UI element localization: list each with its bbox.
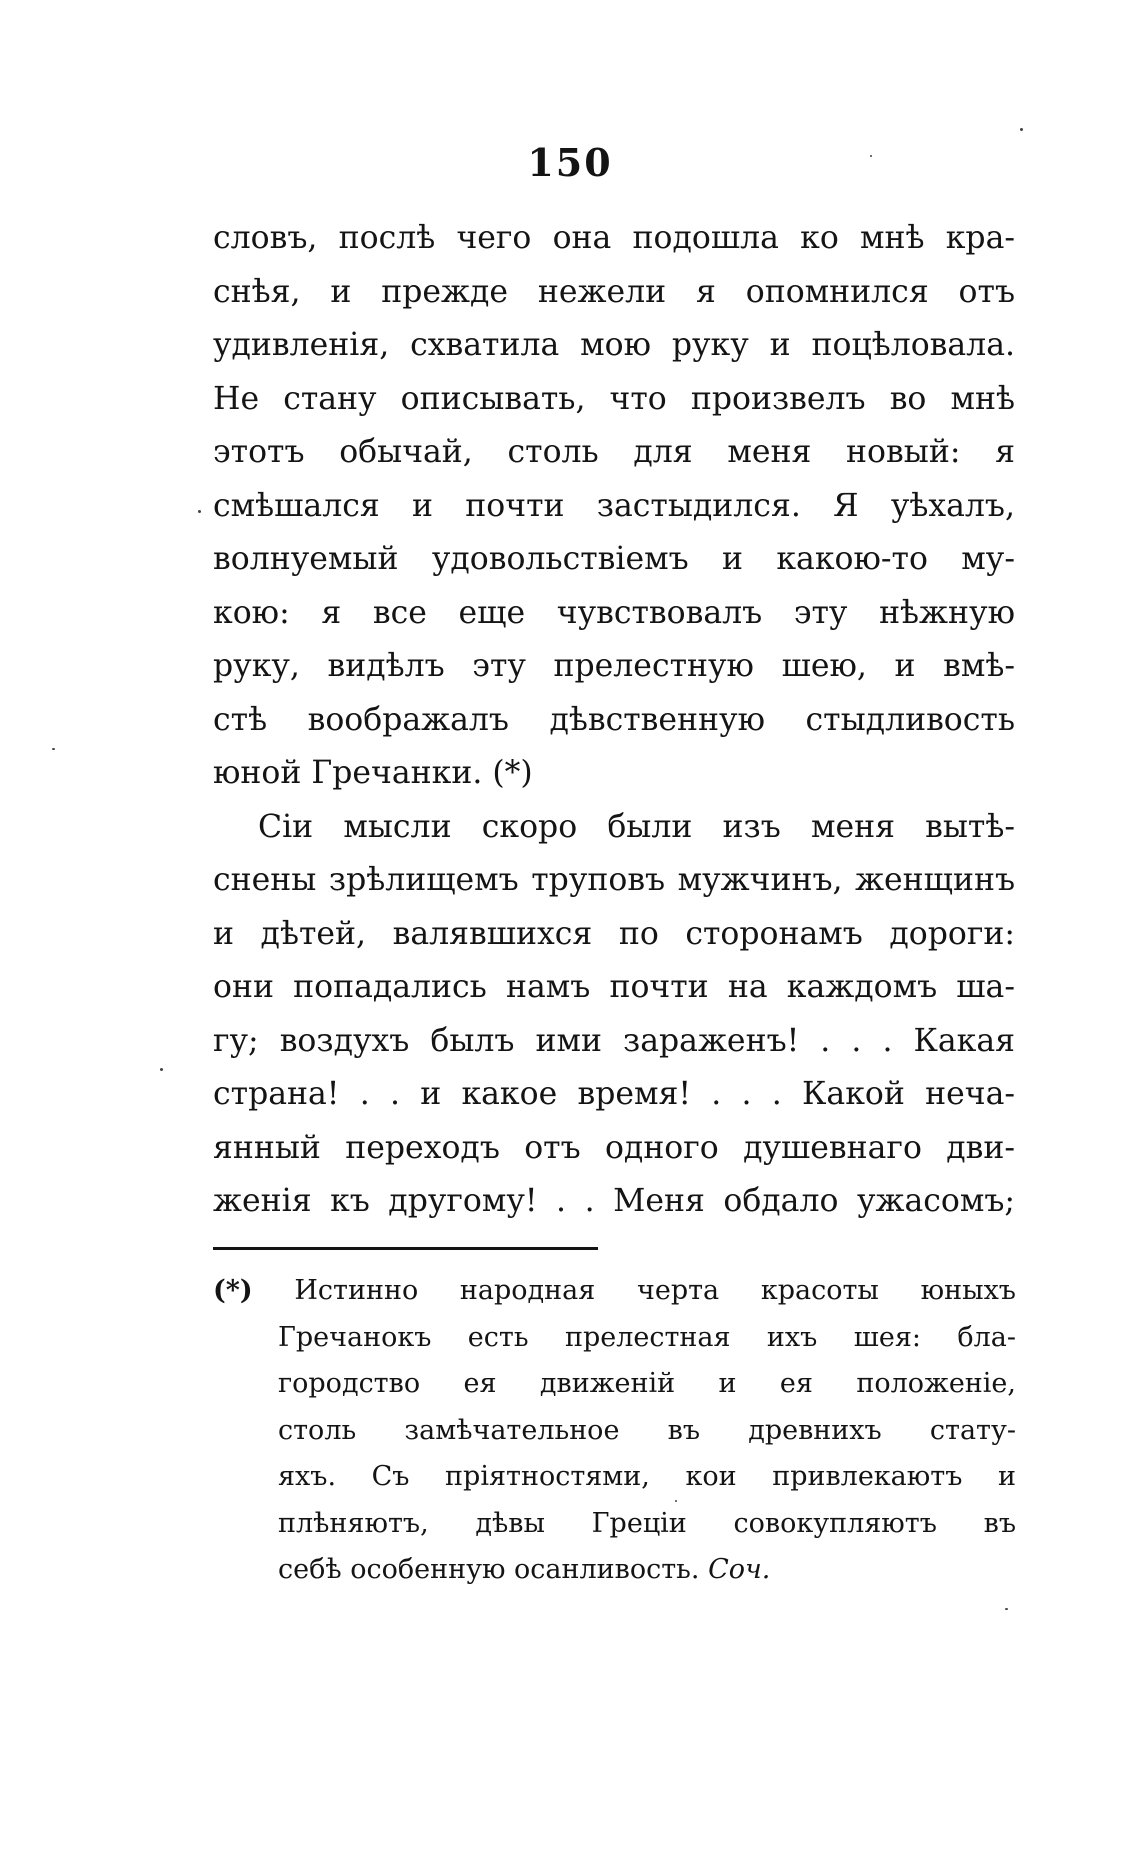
footnote-separator-rule <box>213 1247 598 1250</box>
footnote-last-line <box>213 1547 1016 1594</box>
paper-speck <box>160 1068 163 1071</box>
text-line: словъ, послѣ чего она подошла ко мнѣ кра- <box>213 220 1015 256</box>
footnote-line: столь замѣчательное въ древнихъ стату- <box>278 1414 1016 1446</box>
text-line: снѣя, и прежде нежели я опомнился отъ <box>213 273 1015 310</box>
footnote-first-line <box>213 1268 1016 1315</box>
text-line: страна! . . и какое время! . . . Какой неча- <box>213 1076 1015 1112</box>
page-number: 150 <box>527 140 613 185</box>
paper-speck <box>675 1500 677 1502</box>
footnote-line: городство ея движеній и ея положеніе, <box>278 1368 1016 1399</box>
text-line: янный переходъ отъ одного душевнаго дви- <box>213 1129 1015 1166</box>
footnote-last-line-text: себѣ особенную осанливость. <box>278 1554 700 1585</box>
footnote-signature: Соч. <box>708 1554 771 1585</box>
paper-speck <box>52 748 55 750</box>
text-line: стѣ воображалъ дѣвственную стыдливость <box>213 701 1015 738</box>
text-line: этотъ обычай, столь для меня новый: я <box>213 434 1015 470</box>
text-line: Не стану описывать, что произвелъ во мнѣ <box>213 380 1015 417</box>
footnote-line: плѣняютъ, дѣвы Греціи совокупляютъ въ <box>278 1507 1016 1539</box>
text-line: удивленія, схватила мою руку и поцѣловала. <box>213 327 1015 363</box>
body-text <box>213 212 1015 1229</box>
text-line: кою: я все еще чувствовалъ эту нѣжную <box>213 594 1015 631</box>
text-line: женія къ другому! . . Меня обдало ужасомъ; <box>213 1183 1015 1219</box>
footnote-line: Гречанокъ есть прелестная ихъ шея: бла- <box>278 1321 1016 1353</box>
paragraph-start-line: Сіи мысли скоро были изъ меня вытѣ- <box>258 808 1015 845</box>
paper-speck <box>1020 128 1023 131</box>
text-line: юной Гречанки. (*) <box>213 755 533 791</box>
footnote-first-line-text: Истинно народная черта красоты юныхъ <box>294 1275 1016 1306</box>
paper-speck <box>870 155 872 157</box>
text-line: снены зрѣлищемъ труповъ мужчинъ, женщинъ <box>213 862 1015 898</box>
text-line: руку, видѣлъ эту прелестную шею, и вмѣ- <box>213 648 1015 684</box>
paper-speck <box>198 510 201 513</box>
paper-speck <box>1005 1608 1008 1610</box>
footnote <box>213 1268 1016 1594</box>
text-line: они попадались намъ почти на каждомъ ша- <box>213 969 1015 1005</box>
text-line: и дѣтей, валявшихся по сторонамъ дороги: <box>213 915 1015 952</box>
footnote-mark: (*) <box>213 1275 253 1306</box>
footnote-line: яхъ. Съ пріятностями, кои привлекаютъ и <box>278 1461 1016 1492</box>
text-line: смѣшался и почти застыдился. Я уѣхалъ, <box>213 487 1015 524</box>
text-line: гу; воздухъ былъ ими зараженъ! . . . Какая <box>213 1022 1015 1059</box>
text-line: волнуемый удовольствіемъ и какою-то му- <box>213 541 1015 577</box>
